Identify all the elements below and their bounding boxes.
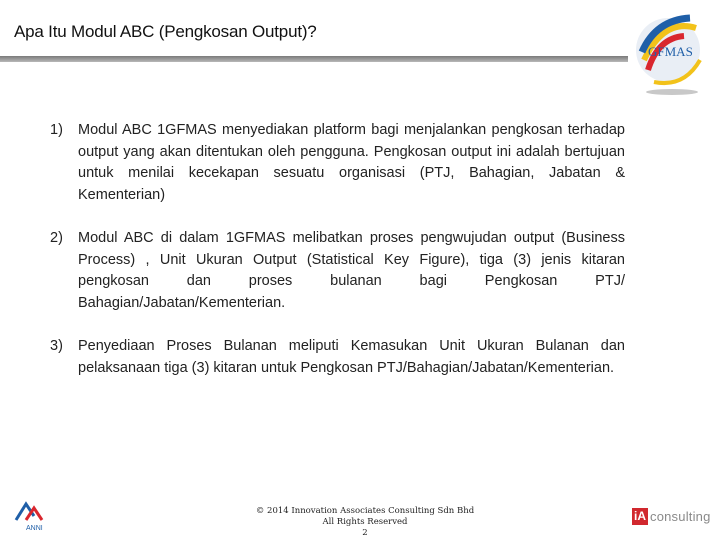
ia-logo-box: iA <box>634 508 646 523</box>
gfmas-logo <box>634 8 708 98</box>
list-item-number: 1) <box>50 122 63 138</box>
page-number: 2 <box>362 528 368 538</box>
footer-rights: All Rights Reserved <box>322 517 408 527</box>
list-item <box>50 336 625 379</box>
list-item-number: 3) <box>50 338 63 354</box>
list-item <box>50 228 625 314</box>
list-item-number: 2) <box>50 230 63 246</box>
list-item-text: Penyediaan Proses Bulanan meliputi Kemasukan Unit Ukuran Bulanan dan pelaksanaan tiga (3) kitaran untuk Pengkosan PTJ/Bahagian/Jabatan/Kementerian. <box>78 338 625 376</box>
anni-logo <box>12 498 52 534</box>
ia-logo-text: consulting <box>650 508 711 524</box>
anni-logo-text: ANNI <box>26 525 43 532</box>
list-item-text: Modul ABC di dalam 1GFMAS melibatkan proses pengwujudan output (Business Process) , Unit Ukuran Output (Statistical Key Figure), tiga (3) jenis kitaran pengkosan dan proses bulanan bagi Pengkosan PTJ/ Bahagian/Jabatan/Kementerian. <box>78 230 625 311</box>
ia-consulting-logo <box>632 507 711 525</box>
title-divider <box>0 56 628 62</box>
list-item-text: Modul ABC 1GFMAS menyediakan platform bagi menjalankan pengkosan terhadap output yang akan ditentukan oleh pengguna. Pengkosan output ini adalah bertujuan untuk menilai kecekapan sesuatu organisasi (PTJ, Bahagian, Jabatan & Kementerian) <box>78 122 625 203</box>
list-item <box>50 120 625 206</box>
gfmas-logo-text: GFMAS <box>648 44 693 59</box>
footer <box>210 506 520 539</box>
slide-title: Apa Itu Modul ABC (Pengkosan Output)? <box>14 22 317 41</box>
footer-copyright: © 2014 Innovation Associates Consulting Sdn Bhd <box>255 506 475 516</box>
content-list <box>50 120 625 401</box>
